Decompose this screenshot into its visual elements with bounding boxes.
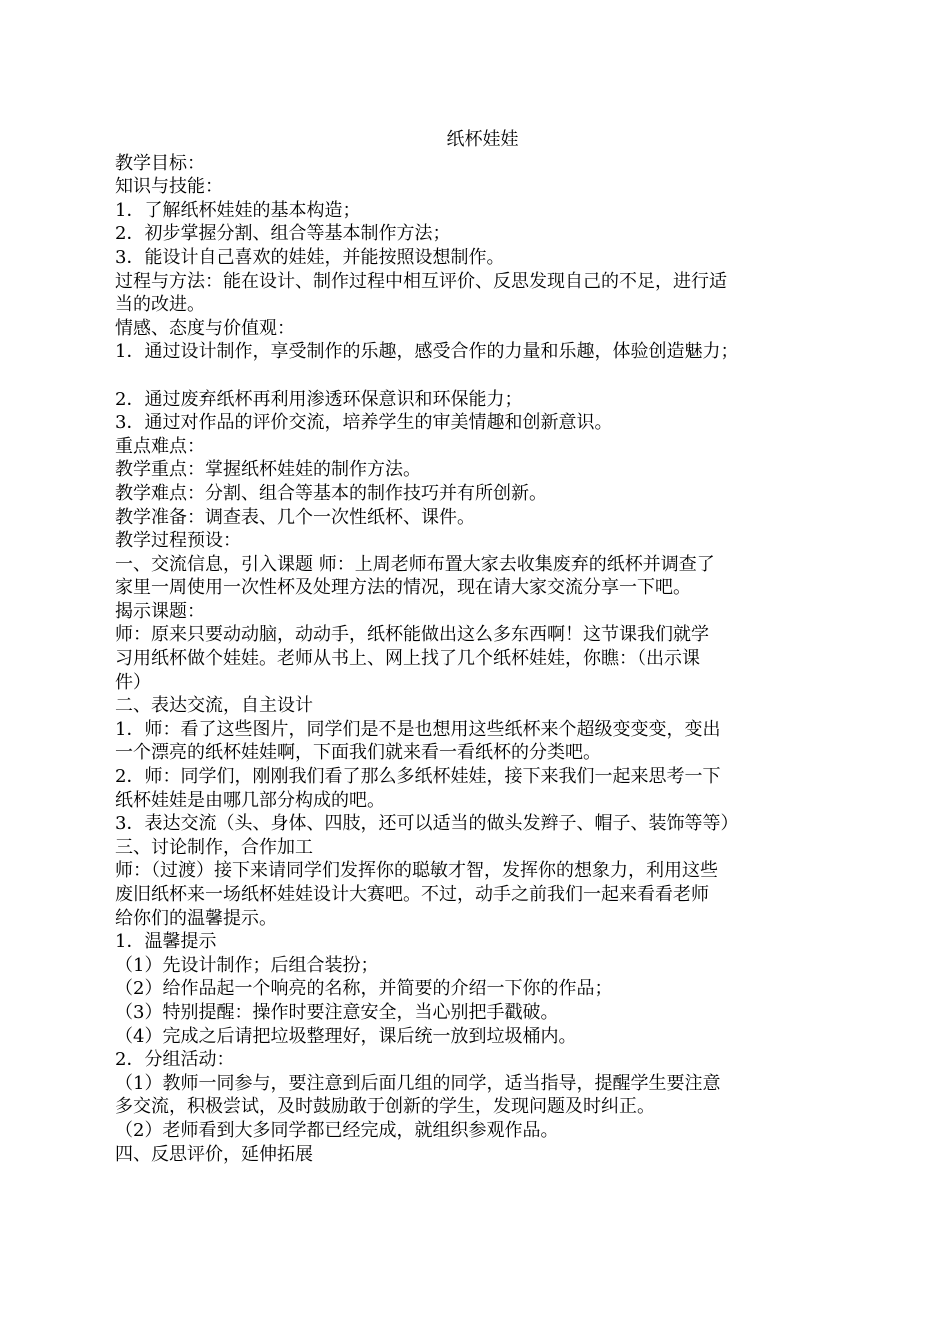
text-line: 多交流，积极尝试，及时鼓励敢于创新的学生，发现问题及时纠正。 [115,1096,655,1118]
text-line: 废旧纸杯来一场纸杯娃娃设计大赛吧。不过，动手之前我们一起来看看老师 [115,884,709,905]
text-line: 教学重点：掌握纸杯娃娃的制作方法。 [115,459,421,481]
text-line: （3）特别提醒：操作时要注意安全，当心别把手戳破。 [115,1001,559,1023]
text-line: 当的改进。 [115,294,205,316]
text-line: （1）先设计制作；后组合装扮； [115,954,379,976]
text-line: 师：原来只要动动脑，动动手，纸杯能做出这么多东西啊！这节课我们就学 [115,624,709,646]
text-line: 教学准备：调查表、几个一次性纸杯、课件。 [115,506,475,528]
text-line: 1．通过设计制作，享受制作的乐趣，感受合作的力量和乐趣，体验创造魅力； [115,341,739,363]
text-line: （1）教师一同参与，要注意到后面几组的同学，适当指导，提醒学生要注意 [115,1072,721,1094]
text-line: 知识与技能： [115,176,223,198]
text-line: 过程与方法：能在设计、制作过程中相互评价、反思发现自己的不足，进行适 [115,270,727,292]
text-line: 1．了解纸杯娃娃的基本构造； [115,199,361,221]
text-line: 给你们的温馨提示。 [115,907,277,929]
text-line: 情感、态度与价值观： [115,317,295,339]
text-line: 2．师：同学们，刚刚我们看了那么多纸杯娃娃，接下来我们一起来思考一下 [115,766,721,788]
document-title: 纸杯娃娃 [446,129,519,150]
text-line: （2）给作品起一个响亮的名称，并简要的介绍一下你的作品； [115,978,613,1000]
text-line: 习用纸杯做个娃娃。老师从书上、网上找了几个纸杯娃娃，你瞧：（出示课 [115,648,700,670]
text-line: 纸杯娃娃是由哪几部分构成的吧。 [115,789,385,811]
text-line: 件） [115,671,151,693]
text-line: 揭示课题： [115,600,205,622]
text-line: 师：（过渡）接下来请同学们发挥你的聪敏才智，发挥你的想象力，利用这些 [115,860,718,882]
text-line: 二、表达交流，自主设计 [115,695,313,717]
text-line: 重点难点： [115,435,205,457]
text-line: 3．能设计自己喜欢的娃娃，并能按照设想制作。 [115,246,505,268]
text-line: 3．通过对作品的评价交流，培养学生的审美情趣和创新意识。 [115,412,613,434]
blank-line [115,364,850,388]
text-line: 1．师：看了这些图片，同学们是不是也想用这些纸杯来个超级变变变，变出 [115,718,721,740]
text-line: 三、讨论制作，合作加工 [115,836,313,858]
document-body [115,152,850,1167]
text-line: 1．温馨提示 [115,931,217,953]
text-line: 2．初步掌握分割、组合等基本制作方法； [115,223,451,245]
text-line: 教学目标： [115,152,205,174]
document-page [115,128,850,1166]
text-line: 2．分组活动： [115,1049,235,1071]
text-line: 一、交流信息，引入课题 师：上周老师布置大家去收集废弃的纸杯并调查了 [115,553,715,575]
text-line: 四、反思评价，延伸拓展 [115,1143,313,1165]
text-line: 3．表达交流（头、身体、四肢，还可以适当的做头发辫子、帽子、装饰等等） [115,813,739,835]
text-line: 教学难点：分割、组合等基本的制作技巧并有所创新。 [115,482,547,504]
text-line: 2．通过废弃纸杯再利用渗透环保意识和环保能力； [115,388,523,410]
text-line: 家里一周使用一次性杯及处理方法的情况，现在请大家交流分享一下吧。 [115,577,691,599]
text-line: 一个漂亮的纸杯娃娃啊，下面我们就来看一看纸杯的分类吧。 [115,742,601,764]
text-line: （4）完成之后请把垃圾整理好，课后统一放到垃圾桶内。 [115,1025,577,1047]
text-line: （2）老师看到大多同学都已经完成，就组织参观作品。 [115,1119,559,1141]
text-line: 教学过程预设： [115,530,241,552]
